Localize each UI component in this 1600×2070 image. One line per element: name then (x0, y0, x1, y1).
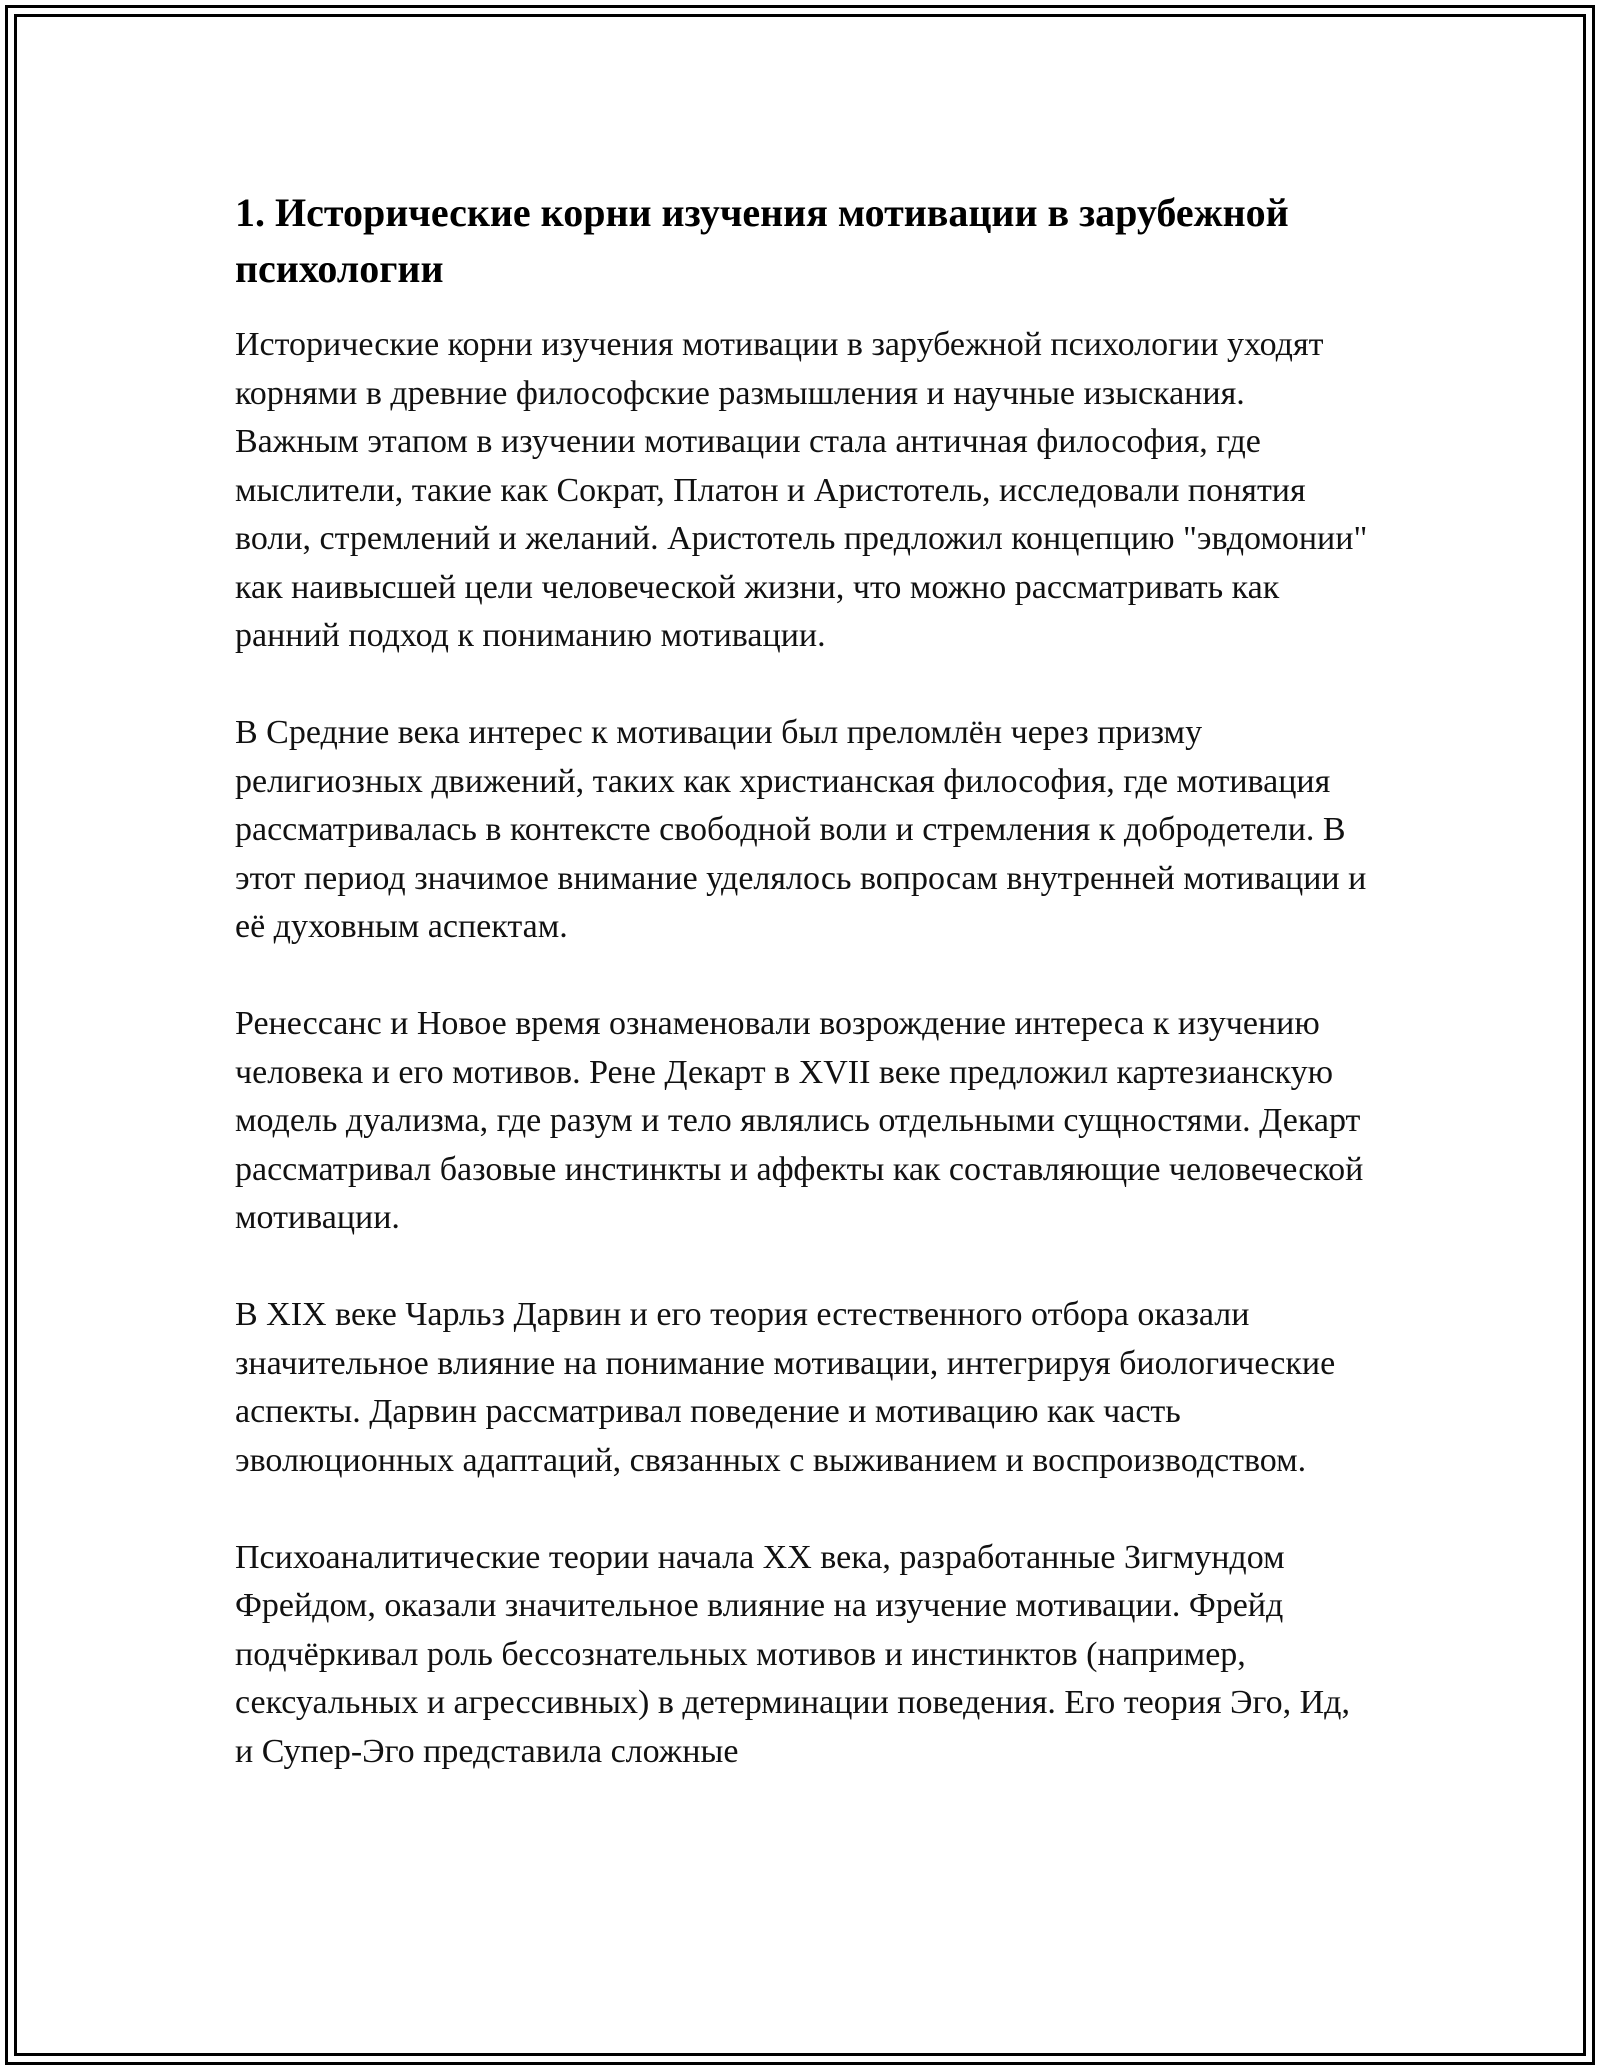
paragraph-renaissance: Ренессанс и Новое время ознаменовали возрождение интереса к изучению человека и его мотивов. Рене Декарт в XVII веке предложил картезианскую модель дуализма, где разум и тело являлись отдельными сущностями. Декарт рассматривал базовые инстинкты и аффекты как составляющие человеческой мотивации. (235, 1005, 1364, 1236)
paragraph-darwin: В XIX веке Чарльз Дарвин и его теория естественного отбора оказали значительное влияние на понимание мотивации, интегрируя биологические аспекты. Дарвин рассматривал поведение и мотивацию как часть эволюционных адаптаций, связанных с выживанием и воспроизводством. (235, 1296, 1336, 1479)
document-body (235, 185, 1375, 1776)
paragraph-freud: Психоаналитические теории начала XX века, разработанные Зигмундом Фрейдом, оказали значительное влияние на изучение мотивации. Фрейд подчёркивал роль бессознательных мотивов и инстинктов (например, сексуальных и агрессивных) в детерминации поведения. Его теория Эго, Ид, и Супер-Эго представила сложные (235, 1538, 1350, 1770)
paragraph-middle-ages: В Средние века интерес к мотивации был преломлён через призму религиозных движений, таких как христианская философия, где мотивация рассматривалась в контексте свободной воли и стремления к добродетели. В этот период значимое внимание уделялось вопросам внутренней мотивации и её духовным аспектам. (235, 714, 1367, 945)
paragraph-antiquity: Исторические корни изучения мотивации в зарубежной психологии уходят корнями в древние философские размышления и научные изыскания. Важным этапом в изучении мотивации стала античная философия, где мыслители, такие как Сократ, Платон и Аристотель, исследовали понятия воли, стремлений и желаний. Аристотель предложил концепцию "эвдомонии" как наивысшей цели человеческой жизни, что можно рассматривать как ранний подход к пониманию мотивации. (235, 326, 1368, 654)
section-heading: 1. Исторические корни изучения мотивации в зарубежной психологии (235, 190, 1289, 291)
